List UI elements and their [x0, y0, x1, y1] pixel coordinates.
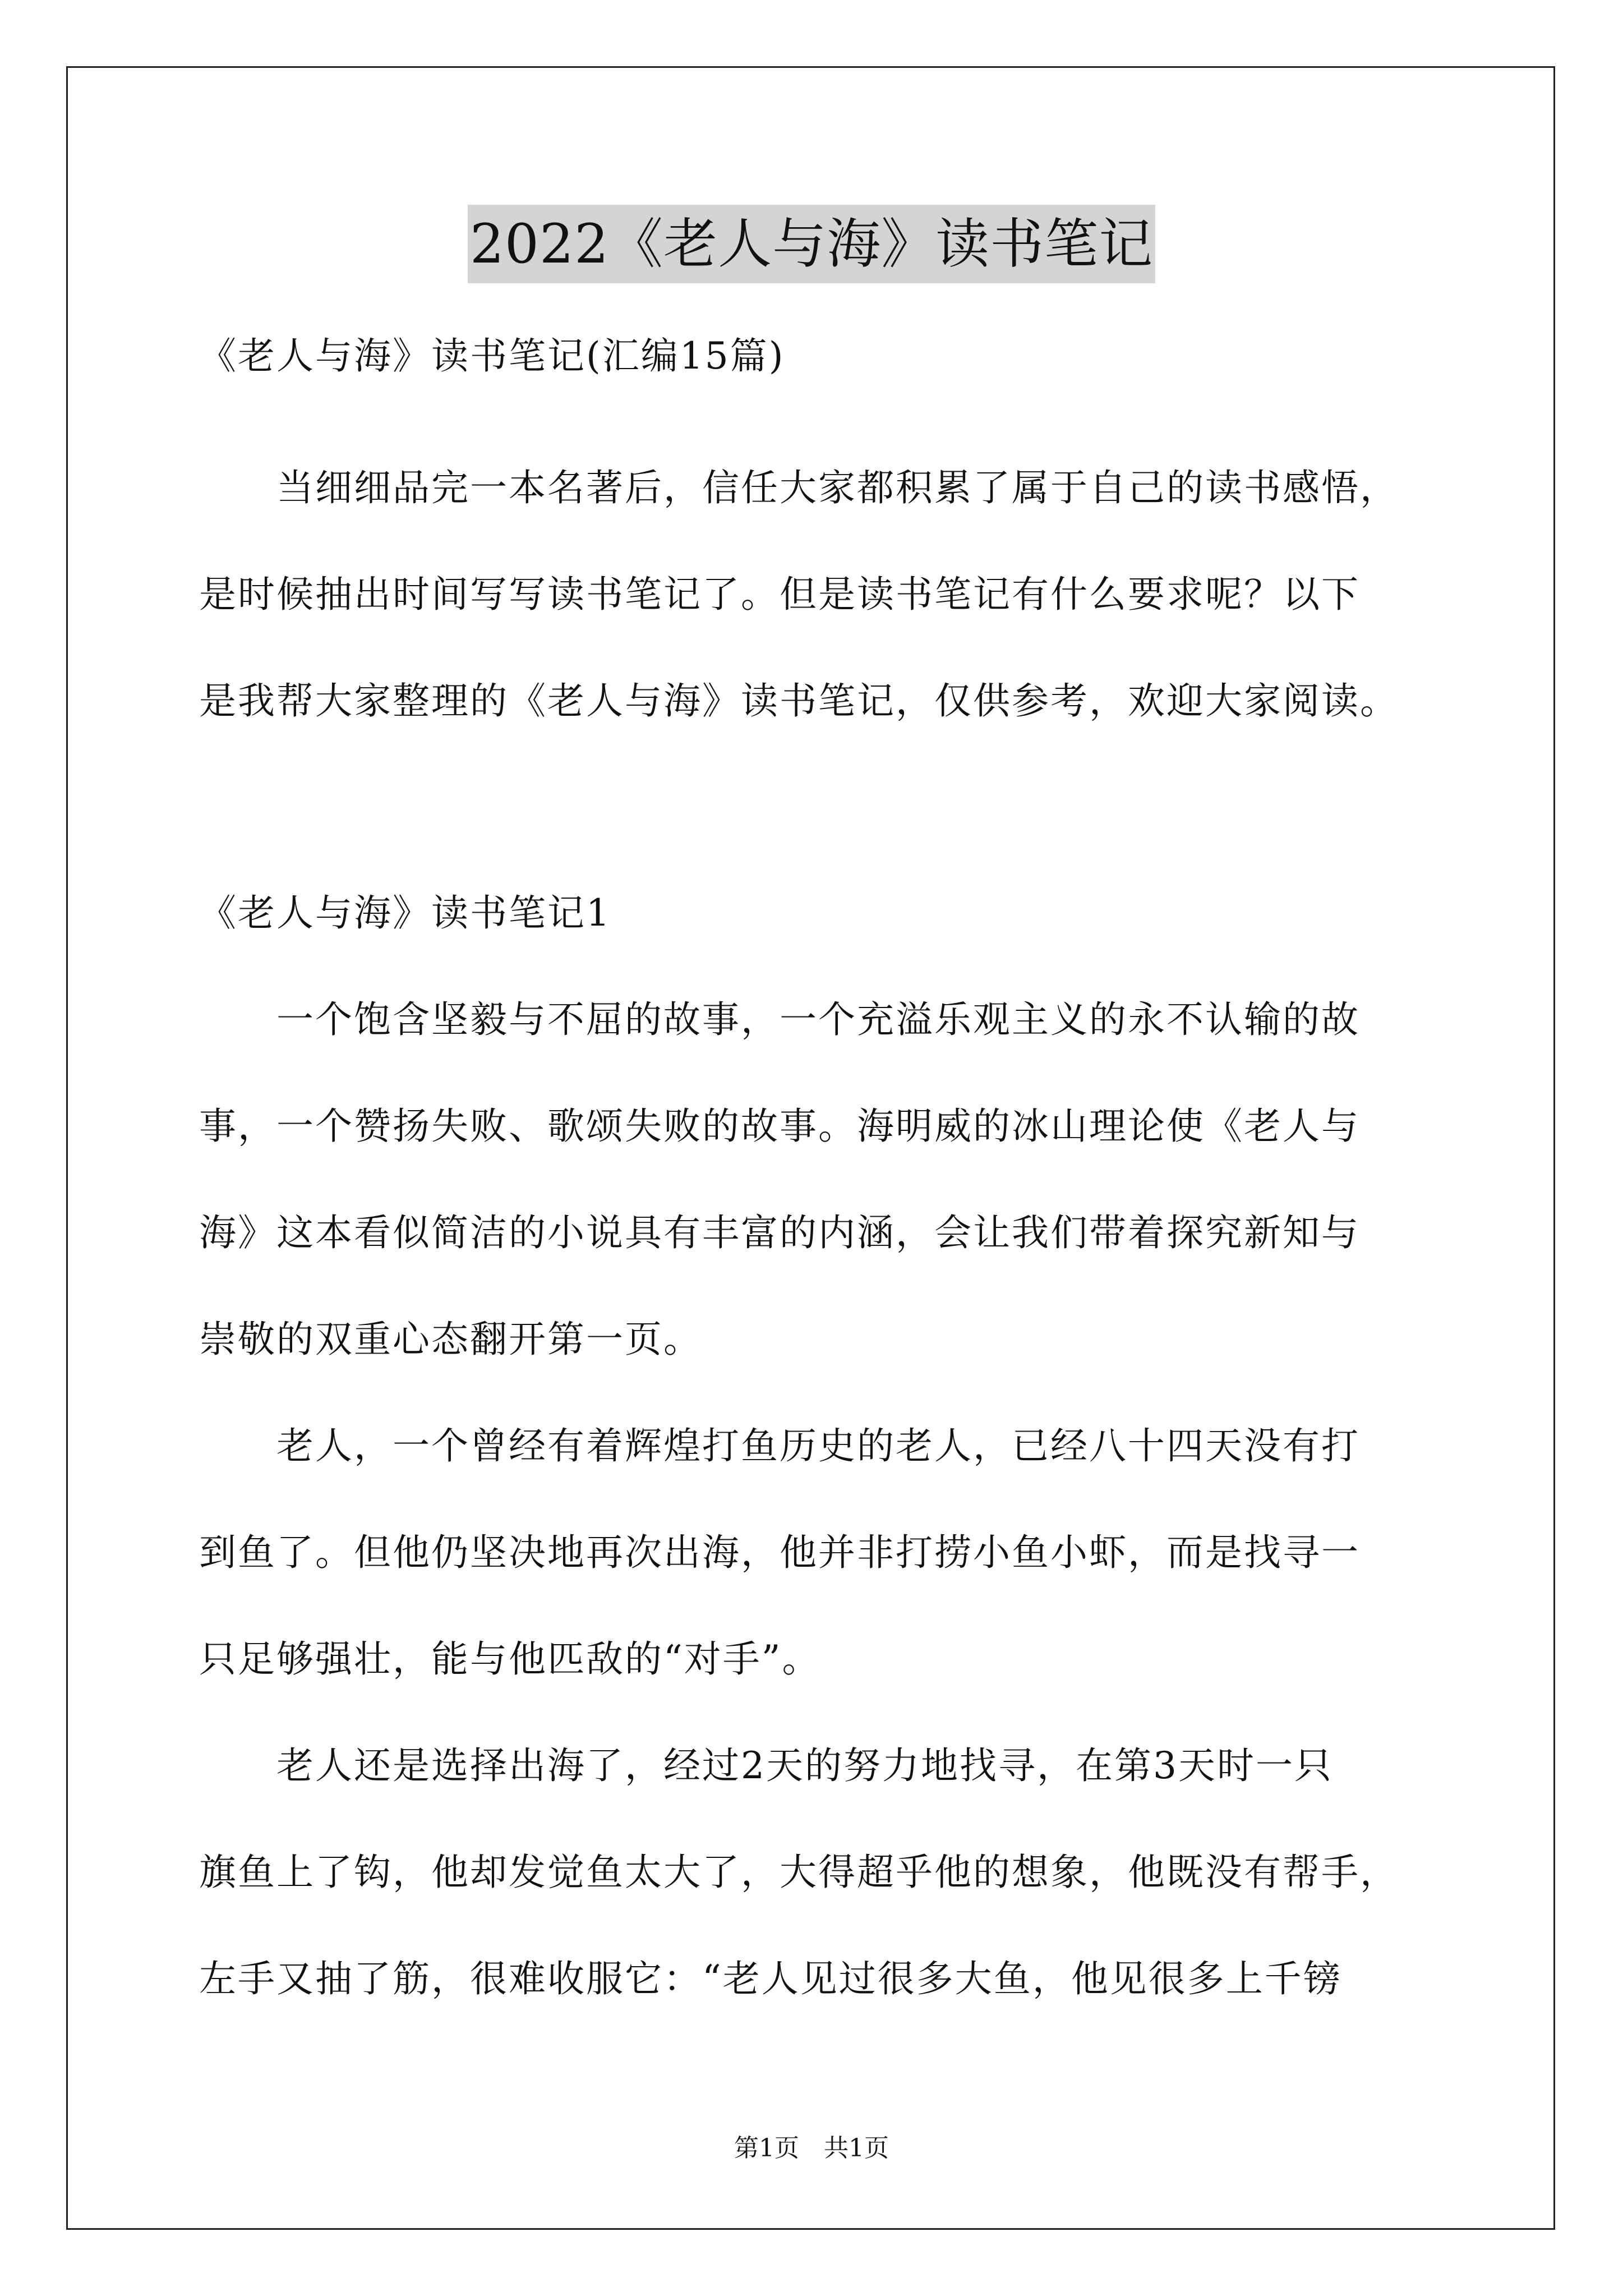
title-container [0, 205, 1623, 283]
paragraph-line: 崇敬的双重心态翻开第一页。 [199, 1318, 702, 1361]
paragraph-line: 海》这本看似简洁的小说具有丰富的内涵，会让我们带着探究新知与 [199, 1211, 1360, 1254]
paragraph-line: 事，一个赞扬失败、歌颂失败的故事。海明威的冰山理论使《老人与 [199, 1105, 1360, 1148]
paragraph-line: 老人，一个曾经有着辉煌打鱼历史的老人，已经八十四天没有打 [199, 1424, 1360, 1467]
paragraph-line: 老人还是选择出海了，经过2天的努力地找寻，在第3天时一只 [199, 1744, 1333, 1787]
intro-line: 是时候抽出时间写写读书笔记了。但是读书笔记有什么要求呢？以下 [199, 573, 1360, 616]
intro-line: 是我帮大家整理的《老人与海》读书笔记，仅供参考，欢迎大家阅读。 [199, 679, 1399, 723]
page-number-label: 第1页 共1页 [734, 2134, 889, 2162]
paragraph-line: 左手又抽了筋，很难收服它：“老人见过很多大鱼，他见很多上千镑 [199, 1957, 1342, 2000]
paragraph-line: 只足够强壮，能与他匹敌的“对手”。 [199, 1637, 821, 1681]
page-footer [0, 2132, 1623, 2165]
document-subtitle: 《老人与海》读书笔记(汇编15篇) [199, 334, 785, 378]
document-title: 2022《老人与海》读书笔记 [468, 205, 1155, 283]
paragraph-line: 一个饱含坚毅与不屈的故事，一个充溢乐观主义的永不认输的故 [199, 998, 1360, 1041]
paragraph-line: 到鱼了。但他仍坚决地再次出海，他并非打捞小鱼小虾，而是找寻一 [199, 1531, 1360, 1574]
paragraph-line: 旗鱼上了钩，他却发觉鱼太大了，大得超乎他的想象，他既没有帮手， [199, 1851, 1399, 1894]
intro-line: 当细细品完一本名著后，信任大家都积累了属于自己的读书感悟， [199, 466, 1399, 509]
section-heading: 《老人与海》读书笔记1 [199, 891, 611, 935]
